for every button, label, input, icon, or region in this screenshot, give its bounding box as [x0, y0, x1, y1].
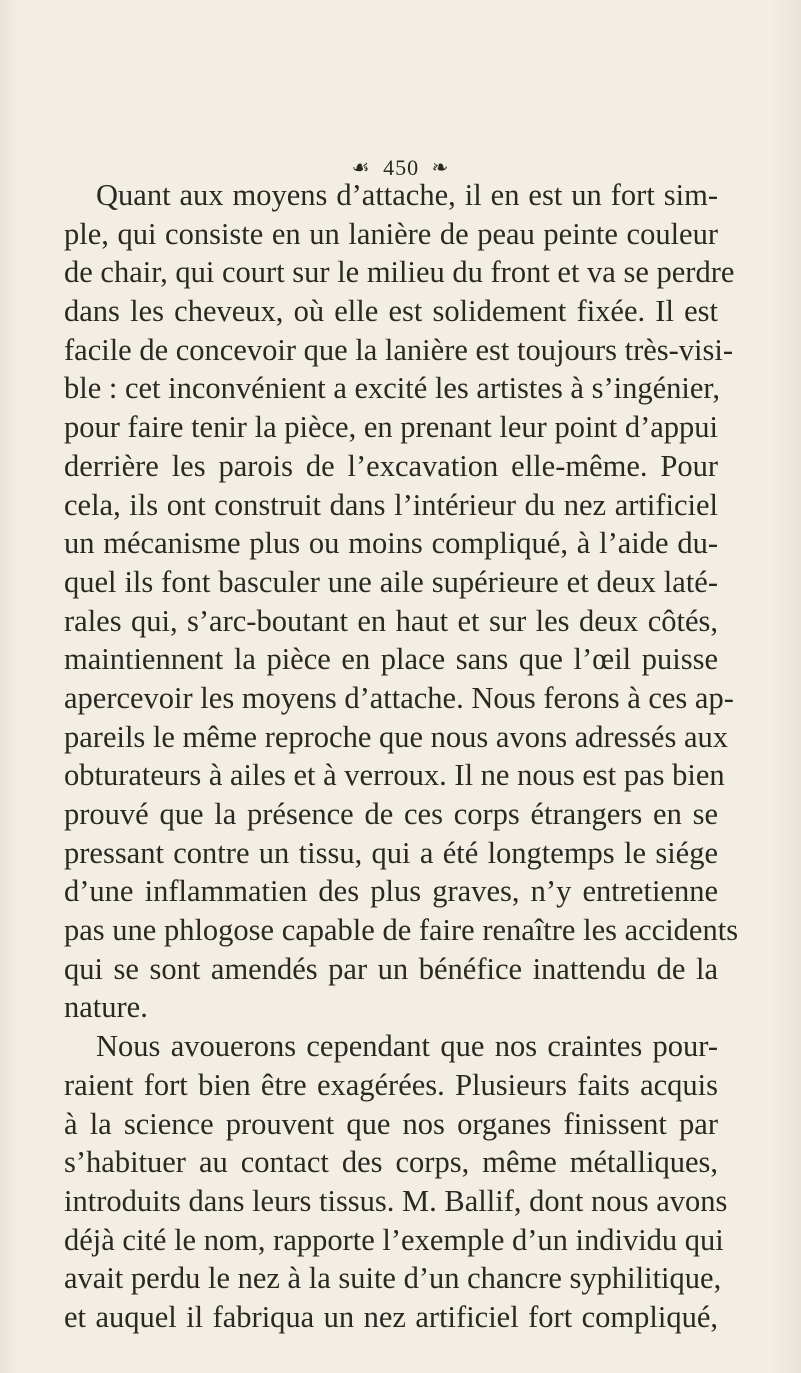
- text-line: facile de concevoir que la lanière est toujours très-visi-: [64, 332, 734, 367]
- text-line: un mécanisme plus ou moins compliqué, à l’aide du-: [64, 526, 718, 561]
- text-line: cela, ils ont construit dans l’intérieur du nez artificiel: [64, 487, 718, 522]
- text-line: apercevoir les moyens d’attache. Nous ferons à ces ap-: [64, 680, 734, 715]
- text-line: d’une inflammatien des plus graves, n’y entretienne: [64, 874, 718, 909]
- text-line: Nous avouerons cependant que nos craintes pour-: [96, 1029, 718, 1064]
- text-line: introduits dans leurs tissus. M. Ballif, dont nous avons: [64, 1183, 728, 1218]
- text-line: nature.: [64, 990, 148, 1025]
- text-line: pas une phlogose capable de faire renaître les accidents: [64, 913, 739, 948]
- text-line: raient fort bien être exagérées. Plusieurs faits acquis: [64, 1067, 718, 1102]
- text-line: pour faire tenir la pièce, en prenant leur point d’appui: [64, 410, 718, 445]
- text-line: qui se sont amendés par un bénéfice inattendu de la: [64, 951, 718, 986]
- text-line: Quant aux moyens d’attache, il en est un fort sim-: [96, 178, 718, 212]
- right-ornament-icon: ❧: [431, 156, 450, 179]
- text-line: pressant contre un tissu, qui a été longtemps le siége: [64, 835, 718, 870]
- text-line: obturateurs à ailes et à verroux. Il ne nous est pas bien: [64, 758, 725, 793]
- left-ornament-icon: ☙: [351, 156, 371, 179]
- text-line: ble : cet inconvénient a excité les artistes à s’ingénier,: [64, 371, 720, 406]
- text-line: s’habituer au contact des corps, même métalliques,: [64, 1145, 718, 1180]
- text-line: dans les cheveux, où elle est solidement fixée. Il est: [64, 294, 718, 329]
- text-line: avait perdu le nez à la suite d’un chancre syphilitique,: [64, 1261, 722, 1296]
- text-line: déjà cité le nom, rapporte l’exemple d’un individu qui: [64, 1222, 724, 1257]
- text-line: ple, qui consiste en un lanière de peau peinte couleur: [64, 216, 718, 251]
- text-line: maintiennent la pièce en place sans que l’œil puisse: [64, 642, 718, 677]
- text-line: quel ils font basculer une aile supérieure et deux laté-: [64, 564, 718, 599]
- text-line: et auquel il fabriqua un nez artificiel fort compliqué,: [64, 1299, 718, 1334]
- body-text: [64, 176, 739, 1337]
- text-line: prouvé que la présence de ces corps étrangers en se: [64, 797, 718, 831]
- text-line: à la science prouvent que nos organes finissent par: [64, 1106, 718, 1141]
- text-line: de chair, qui court sur le milieu du front et va se perdre: [64, 255, 735, 290]
- text-line: rales qui, s’arc-boutant en haut et sur les deux côtés,: [64, 603, 718, 638]
- text-line: pareils le même reproche que nous avons adressés aux: [64, 719, 728, 754]
- page-number: 450: [383, 154, 420, 180]
- text-line: derrière les parois de l’excavation elle-même. Pour: [64, 448, 718, 483]
